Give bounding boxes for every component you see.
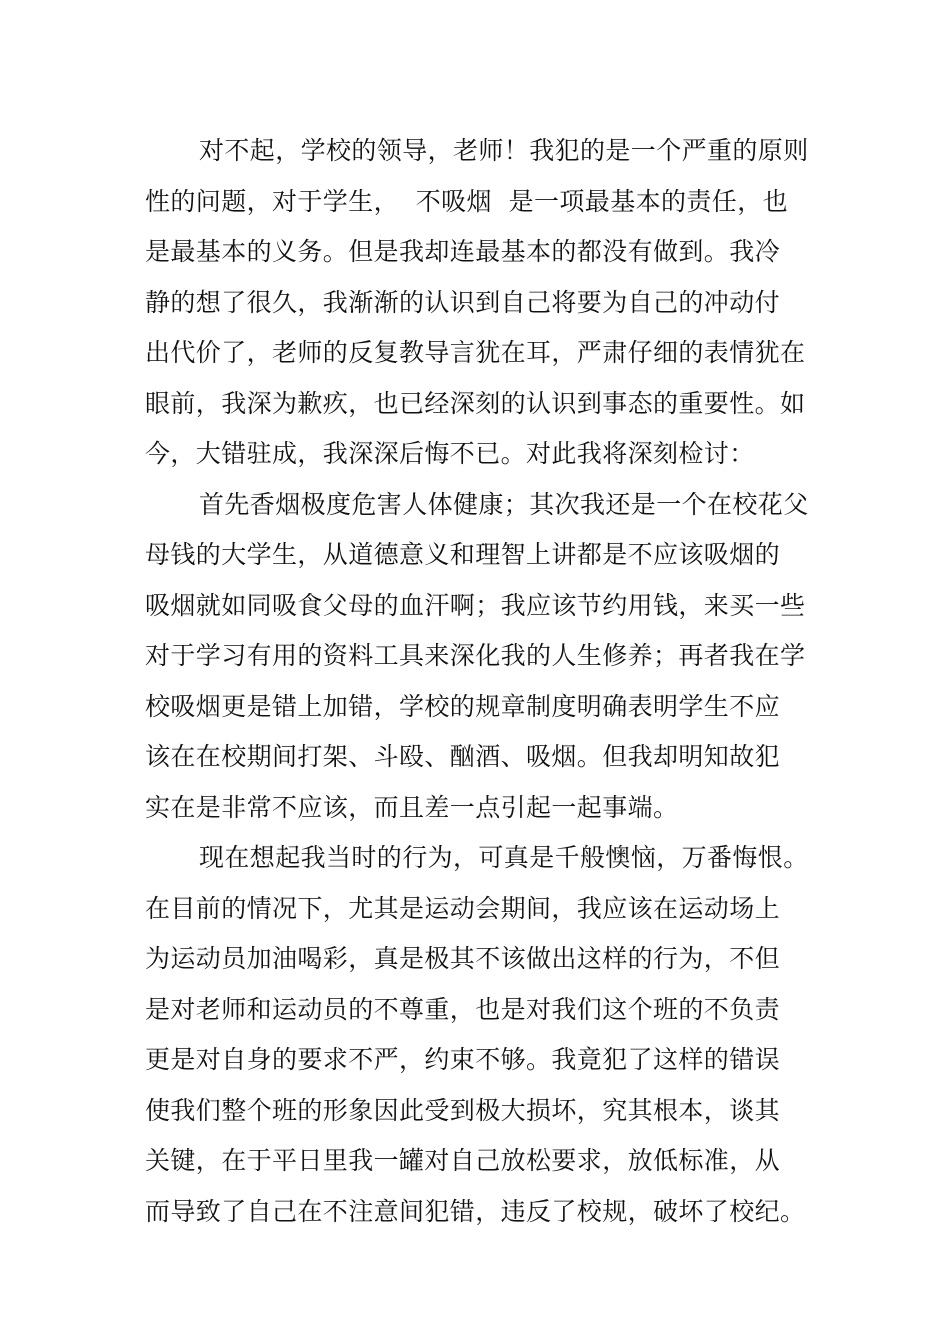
text-line: 该在在校期间打架、斗殴、酗酒、吸烟。但我却明知故犯	[145, 742, 781, 771]
text-line: 为运动员加油喝彩，真是极其不该做出这样的行为，不但	[145, 944, 781, 973]
text-line: 静的想了很久，我渐渐的认识到自己将要为自己的冲动付	[145, 287, 781, 317]
text-line: 吸烟就如同吸食父母的血汗啊；我应该节约用钱，来买一些	[145, 590, 806, 620]
text-line: 今，大错驻成，我深深后悔不已。对此我将深刻检讨：	[145, 439, 755, 468]
paragraph	[145, 480, 845, 834]
text-line: 关键，在于平日里我一罐对自己放松要求，放低标准，从	[145, 1146, 781, 1175]
text-line: 母钱的大学生，从道德意义和理智上讲都是不应该吸烟的	[145, 540, 781, 569]
paragraph	[145, 833, 845, 1237]
text-line: 是对老师和运动员的不尊重，也是对我们这个班的不负责	[145, 994, 781, 1024]
text-line: 对不起，学校的领导，老师！我犯的是一个严重的原则	[199, 136, 809, 165]
text-line: 更是对自身的要求不严，约束不够。我竟犯了这样的错误	[145, 1045, 781, 1074]
text-line: 而导致了自己在不注意间犯错，违反了校规，破坏了校纪。	[145, 1196, 806, 1226]
text-line: 对于学习有用的资料工具来深化我的人生修养；再者我在学	[145, 641, 806, 670]
text-line: 眼前，我深为歉疚，也已经深刻的认识到事态的重要性。如	[145, 388, 806, 418]
text-line: 实在是非常不应该，而且差一点引起一起事端。	[145, 792, 679, 822]
text-line: 首先香烟极度危害人体健康；其次我还是一个在校花父	[199, 489, 809, 519]
paragraph	[145, 126, 845, 480]
text-line: 是最基本的义务。但是我却连最基本的都没有做到。我冷	[145, 237, 781, 266]
text-line: 使我们整个班的形象因此受到极大损坏，究其根本，谈其	[145, 1095, 781, 1125]
text-line: 在目前的情况下，尤其是运动会期间，我应该在运动场上	[145, 893, 781, 923]
text-line: 出代价了，老师的反复教导言犹在耳，严肃仔细的表情犹在	[145, 338, 806, 367]
text-line: 现在想起我当时的行为，可真是千般懊恼，万番悔恨。	[199, 843, 809, 872]
text-line: 性的问题，对于学生， 不吸烟 是一项最基本的责任，也	[145, 186, 788, 216]
document-body	[145, 126, 845, 1237]
text-line: 校吸烟更是错上加错，学校的规章制度明确表明学生不应	[145, 691, 781, 721]
